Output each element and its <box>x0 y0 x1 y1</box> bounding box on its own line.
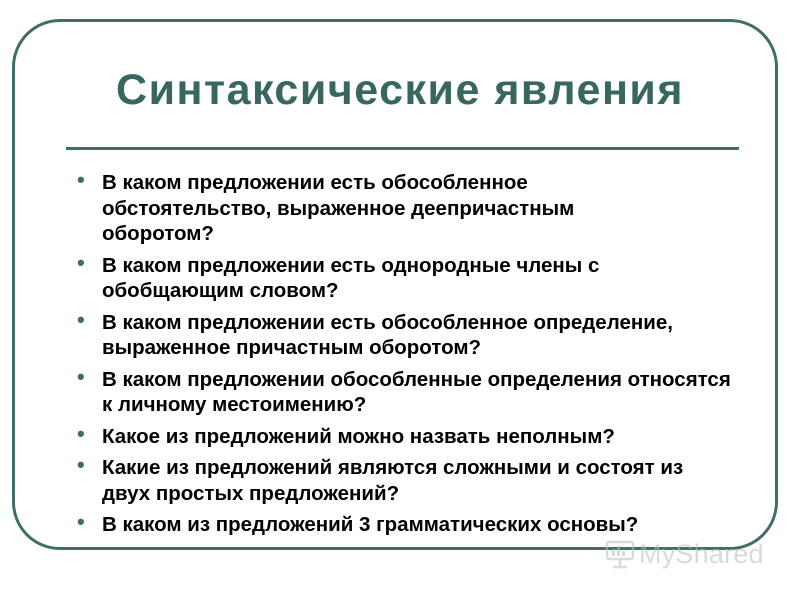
list-item <box>76 420 766 450</box>
list-item-text: В каком предложении есть обособленное определение, выраженное причастным оборотом? <box>102 310 673 359</box>
list-item-text: В каком предложении есть однородные члены с обобщающим словом? <box>102 253 600 302</box>
list-item <box>76 452 766 506</box>
list-item <box>76 167 766 247</box>
list-item-text: В каком предложении обособленные определения относятся к личному местоимению? <box>102 367 731 416</box>
list-item-text: Какое из предложений можно назвать неполным? <box>102 424 615 448</box>
bullet-icon: • <box>77 420 85 446</box>
question-list <box>76 167 766 544</box>
bullet-icon: • <box>77 167 85 192</box>
bullet-icon: • <box>77 249 85 275</box>
presentation-icon <box>604 539 636 569</box>
list-item <box>76 509 766 538</box>
bullet-icon: • <box>77 363 85 389</box>
list-item-text: В каком из предложений 3 грамматических основы? <box>102 513 639 536</box>
bullet-icon: • <box>77 306 85 332</box>
list-item <box>76 363 766 418</box>
bullet-icon: • <box>77 452 85 477</box>
watermark <box>604 537 764 571</box>
watermark-text: MyShared <box>639 538 764 569</box>
list-item-text: В каком предложении есть обособленное обстоятельство, выраженное деепричастным оборотом? <box>102 171 575 245</box>
list-item <box>76 306 766 361</box>
slide-title: Синтаксические явления <box>116 66 684 114</box>
title-divider <box>66 147 739 150</box>
list-item-text: Какие из предложений являются сложными и состоят из двух простых предложений? <box>102 456 684 505</box>
bullet-icon: • <box>77 509 85 534</box>
list-item <box>76 249 766 304</box>
